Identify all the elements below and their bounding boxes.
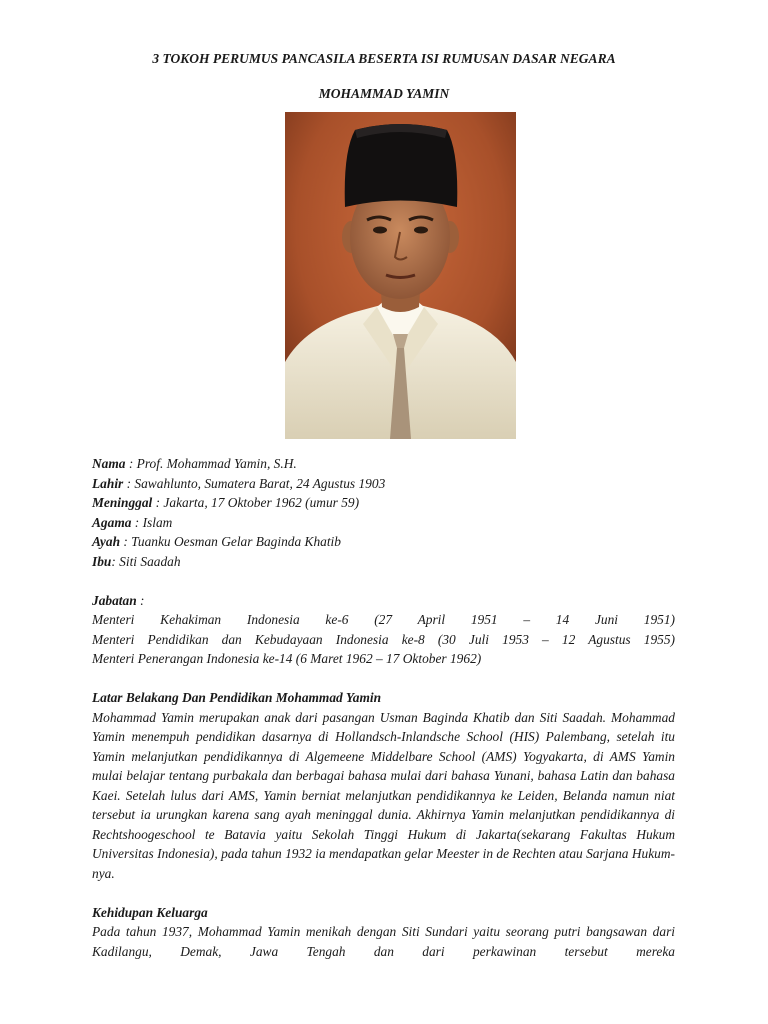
portrait-photo <box>285 112 516 439</box>
latar-heading: Latar Belakang Dan Pendidikan Mohammad Yamin <box>92 690 382 705</box>
jabatan-section <box>92 591 675 669</box>
bio-value: : Tuanku Oesman Gelar Baginda Khatib <box>120 534 341 549</box>
bio-row-ibu <box>92 552 675 572</box>
bio-section <box>92 454 675 571</box>
document-title: 3 TOKOH PERUMUS PANCASILA BESERTA ISI RUMUSAN DASAR NEGARA <box>152 51 616 66</box>
bio-row-meninggal <box>92 493 675 513</box>
latar-section <box>92 688 675 883</box>
document-subtitle: MOHAMMAD YAMIN <box>318 86 450 101</box>
bio-label: Agama <box>92 514 132 530</box>
keluarga-heading: Kehidupan Keluarga <box>92 904 208 920</box>
bio-value: : Prof. Mohammad Yamin, S.H. <box>125 456 297 471</box>
jabatan-item: Menteri Kehakiman Indonesia ke-6 (27 April 1951 – 14 Juni 1951) <box>92 612 675 627</box>
jabatan-heading-row <box>92 591 675 611</box>
bio-value: : Jakarta, 17 Oktober 1962 (umur 59) <box>152 495 360 510</box>
bio-row-nama <box>92 454 675 474</box>
jabatan-heading: Jabatan <box>92 592 137 608</box>
bio-row-lahir <box>92 474 675 494</box>
bio-row-ayah <box>92 532 675 552</box>
portrait-illustration <box>285 112 516 439</box>
latar-paragraph: Mohammad Yamin merupakan anak dari pasangan Usman Baginda Khatib dan Siti Saadah. Mohammad Yamin menempuh pendidikan dasarnya di Hollandsch-Inlandsche School (HIS) Palembang, setelah itu Yamin melanjutkan pendidikannya di Algemeene Middelbare School (AMS) Yogyakarta, di AMS Yamin mulai belajar tentang purbakala dan berbagai bahasa mulai dari bahasa Yunani, bahasa Latin dan bahasa Kaei. Setelah lulus dari AMS, Yamin berniat melanjutkan pendidikannya ke Leiden, Belanda namun niat tersebut ia urungkan karena sang ayah meninggal dunia. Akhirnya Yamin melanjutkan pendidikannya di Rechtshoogeschool te Batavia yaitu Sekolah Tinggi Hukum di Jakarta(sekarang Fakultas Hukum Universitas Indonesia), pada tahun 1932 ia mendapatkan gelar Meester in de Rechten atau Sarjana Hukum-nya. <box>92 709 675 881</box>
document-body <box>92 454 675 961</box>
bio-value: : Sawahlunto, Sumatera Barat, 24 Agustus 1903 <box>123 475 386 491</box>
keluarga-paragraph: Pada tahun 1937, Mohammad Yamin menikah dengan Siti Sundari yaitu seorang putri bangsawan dari Kadilangu, Demak, Jawa Tengah dan dari perkawinan tersebut mereka <box>92 924 675 959</box>
bio-label: Lahir <box>92 475 124 491</box>
bio-value: : Islam <box>131 514 173 530</box>
jabatan-item: Menteri Pendidikan dan Kebudayaan Indonesia ke-8 (30 Juli 1953 – 12 Agustus 1955) <box>92 631 675 647</box>
bio-row-agama <box>92 513 675 533</box>
bio-label: Ibu <box>92 553 112 569</box>
jabatan-heading-suffix: : <box>136 592 145 608</box>
bio-label: Nama <box>92 456 126 471</box>
bio-label: Ayah <box>92 534 121 549</box>
keluarga-section <box>92 903 675 962</box>
bio-label: Meninggal <box>92 495 153 510</box>
jabatan-item: Menteri Penerangan Indonesia ke-14 (6 Maret 1962 – 17 Oktober 1962) <box>92 651 482 666</box>
bio-value: : Siti Saadah <box>111 553 181 569</box>
